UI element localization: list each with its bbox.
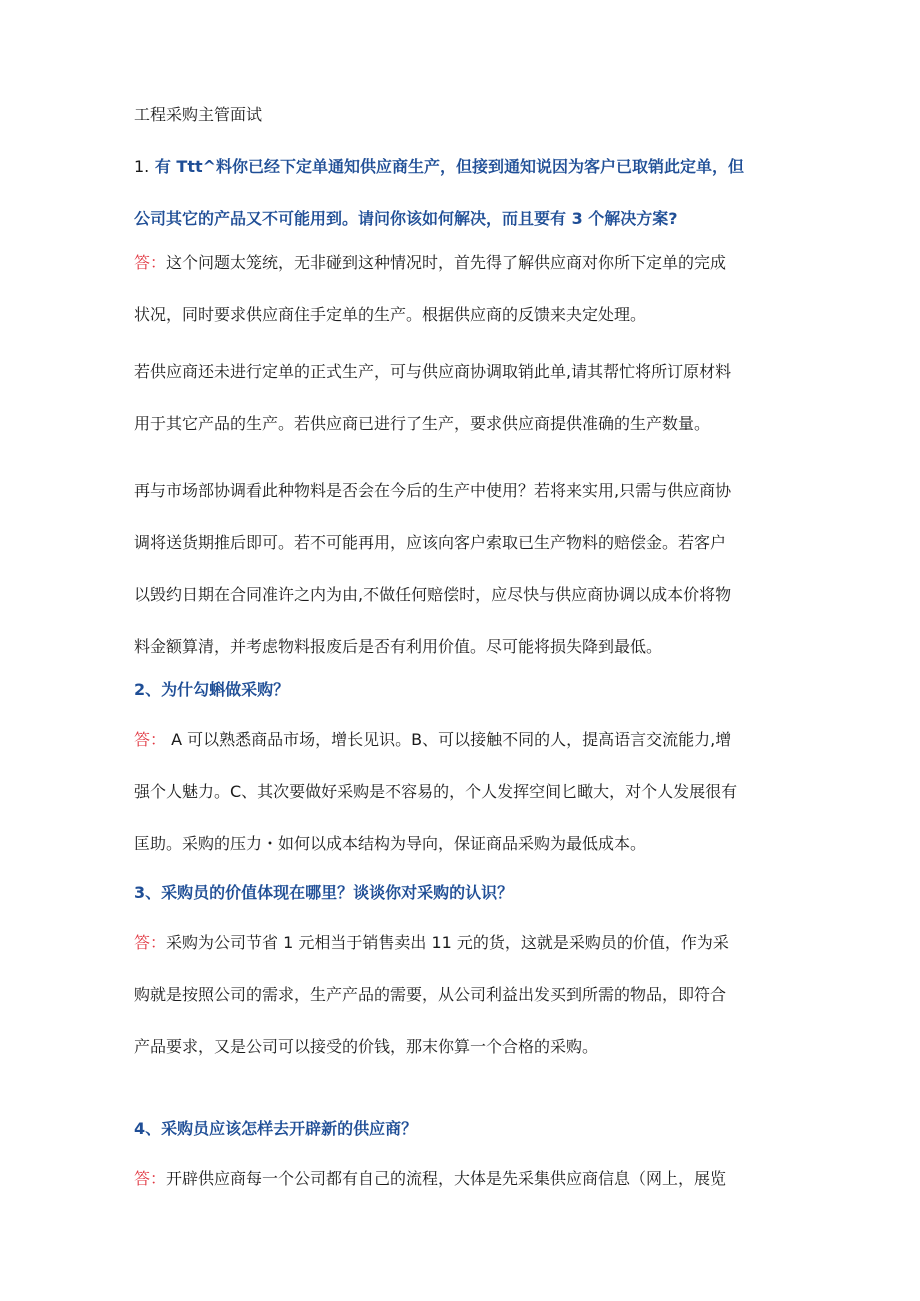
answer-1-text-1: 这个问题太笼统，无非碰到这种情况时，首先得了解供应商对你所下定单的完成 (166, 253, 727, 272)
answer-1 (134, 237, 784, 673)
answer-3-line-3: 产品要求，又是公司可以接受的价钱，那末你算一个合格的采购。 (134, 1037, 599, 1056)
question-1-line-1 (134, 141, 784, 193)
question-1-line-2: 公司其它的产品又不可能用到。请问你该如何解决，而且要有 3 个解决方案? (134, 209, 678, 228)
answer-3-text-1: 采购为公司节省 1 元相当于销售卖出 11 元的货，这就是采购员的价值，作为采 (166, 933, 729, 952)
question-3-text: 3、采购员的价值体现在哪里？谈谈你对采购的认识？ (134, 883, 514, 902)
answer-4-line-1 (134, 1153, 784, 1205)
question-1-text-1: 有 Ttt^料你已经下定单通知供应商生产，但接到通知说因为客户已取销此定单，但 (149, 157, 745, 176)
answer-2-line-1 (134, 714, 784, 766)
question-2-text: 2、为什勾蝌做采购？ (134, 680, 290, 699)
question-4-text: 4、采购员应该怎样去开辟新的供应商？ (134, 1119, 418, 1138)
answer-2-line-3: 匡助。采购的压力・如何以成本结构为导向，保证商品采购为最低成本。 (134, 834, 647, 853)
answer-4-text-1: 开辟供应商每一个公司都有自己的流程，大体是先采集供应商信息（网上，展览 (166, 1169, 727, 1188)
answer-1-line-1 (134, 237, 784, 289)
answer-2 (134, 714, 784, 870)
answer-1-line-3: 若供应商还未进行定单的正式生产，可与供应商协调取销此单,请其帮忙将所订原材料 (134, 362, 732, 381)
answer-4-label: 答： (134, 1169, 167, 1188)
answer-1-line-4: 用于其它产品的生产。若供应商已进行了生产，要求供应商提供准确的生产数量。 (134, 414, 711, 433)
question-4 (134, 1103, 784, 1155)
document-title: 工程采购主管面试 (134, 105, 263, 124)
answer-1-line-7: 以毁约日期在合同准许之内为由,不做任何赔偿时，应尽快与供应商协调以成本价将物 (134, 585, 732, 604)
answer-3-label: 答： (134, 933, 167, 952)
answer-3-line-1 (134, 917, 784, 969)
answer-1-line-5: 再与市场部协调看此种物料是否会在今后的生产中使用？若将来实用,只需与供应商协 (134, 481, 732, 500)
answer-3 (134, 917, 784, 1073)
answer-4 (134, 1153, 784, 1205)
answer-1-line-8: 料金额算清，并考虑物料报废后是否有利用价值。尽可能将损失降到最低。 (134, 637, 663, 656)
answer-2-line-2: 强个人魅力。C、其次要做好采购是不容易的，个人发挥空间匕瞰大，对个人发展很有 (134, 782, 738, 801)
answer-1-line-6: 调将送货期推后即可。若不可能再用，应该向客户索取已生产物料的赔偿金。若客户 (134, 533, 727, 552)
question-2 (134, 664, 784, 716)
answer-3-line-2: 购就是按照公司的需求，生产产品的需要，从公司利益出发买到所需的物品，即符合 (134, 985, 727, 1004)
question-3 (134, 867, 784, 919)
answer-1-line-2: 状况，同时要求供应商住手定单的生产。根据供应商的反馈来夬定处理。 (134, 305, 647, 324)
question-1-number: 1. (134, 157, 150, 176)
answer-1-label: 答： (134, 253, 167, 272)
answer-2-text-1: A 可以熟悉商品市场，增长见识。B、可以接触不同的人，提高语言交流能力,增 (166, 730, 732, 749)
question-1 (134, 141, 784, 245)
answer-2-label: 答： (134, 730, 167, 749)
